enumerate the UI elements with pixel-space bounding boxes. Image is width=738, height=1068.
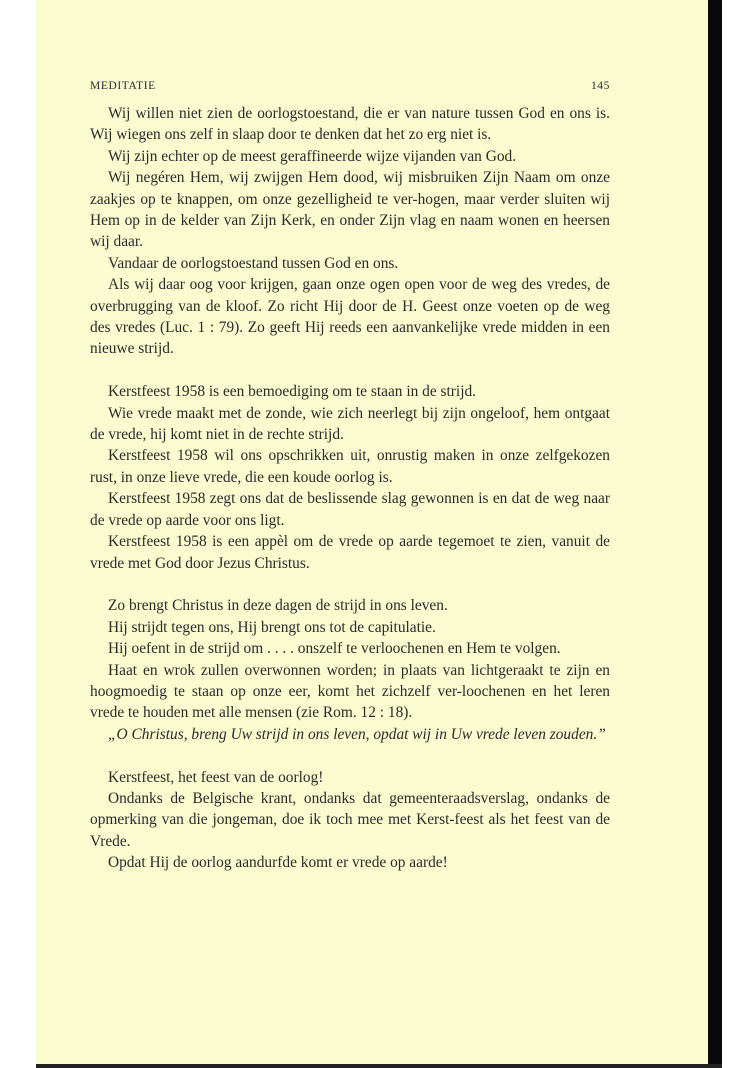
paragraph: Als wij daar oog voor krijgen, gaan onze ogen open voor de weg des vredes, de overbrugging van de kloof. Zo richt Hij door de H. Geest onze voeten op de weg des vredes (Luc. 1 : 79). Zo geeft Hij reeds een aanvankelijke vrede midden in een nieuwe strijd. bbox=[90, 276, 610, 358]
paragraph: Ondanks de Belgische krant, ondanks dat gemeenteraadsverslag, ondanks de opmerking van die jongeman, doe ik toch mee met Kerst-feest als het feest van de Vrede. bbox=[90, 789, 610, 850]
page-bottom-edge bbox=[36, 1064, 722, 1068]
paragraph: Wij willen niet zien de oorlogstoestand, die er van nature tussen God en ons is. Wij wiegen ons zelf in slaap door te denken dat het zo erg niet is. bbox=[90, 105, 610, 144]
running-header bbox=[90, 80, 610, 96]
paragraph: Wij negéren Hem, wij zwijgen Hem dood, wij misbruiken Zijn Naam om onze zaakjes op te knappen, om onze gezelligheid te ver-hogen, maar verder sluiten wij Hem op in de kelder van Zijn Kerk, en onder Zijn vlag en naam wonen en heersen wij daar. bbox=[90, 169, 610, 251]
paragraph: Opdat Hij de oorlog aandurfde komt er vrede op aarde! bbox=[108, 854, 448, 872]
paragraph: Vandaar de oorlogstoestand tussen God en ons. bbox=[108, 254, 399, 272]
paragraph: Zo brengt Christus in deze dagen de strijd in ons leven. bbox=[108, 597, 448, 615]
paragraph: Kerstfeest, het feest van de oorlog! bbox=[108, 768, 324, 786]
paragraph: Haat en wrok zullen overwonnen worden; in plaats van lichtgeraakt te zijn en hoogmoedig te staan op onze eer, komt het zichzelf ver-loochenen en het leren vrede te houden met alle mensen (zie Rom. 12 : 18). bbox=[90, 661, 610, 722]
paragraph: Kerstfeest 1958 wil ons opschrikken uit, onrustig maken in onze zelfgekozen rust, in onze lieve vrede, die een koude oorlog is. bbox=[90, 447, 610, 486]
paragraph: Wie vrede maakt met de zonde, wie zich neerlegt bij zijn ongeloof, hem ontgaat de vrede, hij komt niet in de rechte strijd. bbox=[90, 404, 610, 444]
body-text bbox=[90, 103, 610, 874]
paragraph: Kerstfeest 1958 is een bemoediging om te staan in de strijd. bbox=[108, 383, 477, 401]
paragraph: Kerstfeest 1958 zegt ons dat de beslissende slag gewonnen is en dat de weg naar de vrede op aarde voor ons ligt. bbox=[90, 490, 610, 529]
paragraph: Kerstfeest 1958 is een appèl om de vrede op aarde tegemoet te zien, vanuit de vrede met God door Jezus Christus. bbox=[90, 533, 610, 572]
paragraph: Hij oefent in de strijd om . . . . onszelf te verloochenen en Hem te volgen. bbox=[108, 640, 561, 658]
page-number: 145 bbox=[590, 80, 610, 92]
paragraph: Wij zijn echter op de meest geraffineerde wijze vijanden van God. bbox=[108, 147, 517, 165]
running-title: MEDITATIE bbox=[90, 80, 156, 92]
italic-prayer: „O Christus, breng Uw strijd in ons leven, opdat wij in Uw vrede leven zouden.” bbox=[108, 725, 606, 743]
paragraph: Hij strijdt tegen ons, Hij brengt ons tot de capitulatie. bbox=[108, 618, 436, 636]
page-edge-shadow bbox=[708, 0, 722, 1068]
